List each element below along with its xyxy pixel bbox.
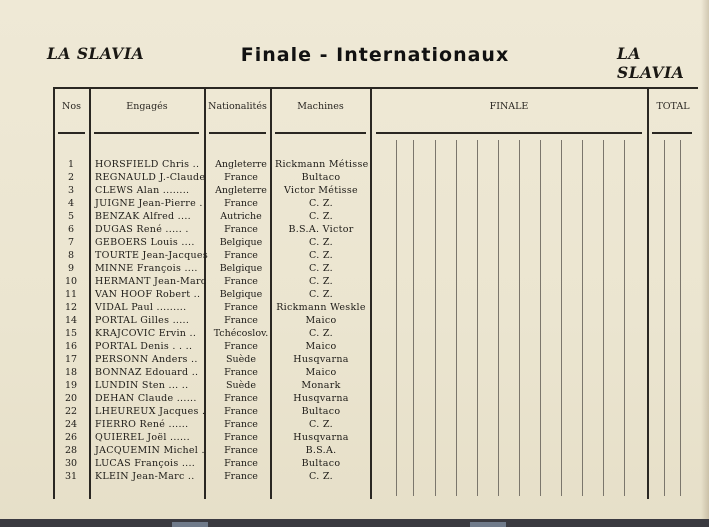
rider-number: 26 [64, 432, 78, 443]
rider-number: 11 [64, 289, 78, 300]
rider-number: 6 [67, 224, 75, 235]
header-number: Nos [62, 101, 81, 112]
rider-number: 9 [67, 263, 75, 274]
rider-machine: Maico [305, 315, 337, 326]
col-rule-engages [89, 87, 91, 499]
col-rule-finale [370, 87, 372, 499]
rider-machine: C. Z. [309, 276, 333, 287]
rider-name: LUNDIN Sten ... .. [95, 380, 189, 391]
underline-machines [275, 132, 366, 134]
rider-machine: C. Z. [309, 328, 333, 339]
rider-nationality: Belgique [219, 237, 263, 248]
rider-nationality: Suède [226, 354, 256, 365]
rider-name: BONNAZ Edouard .. [95, 367, 199, 378]
rider-number: 16 [64, 341, 78, 352]
rider-number: 22 [64, 406, 78, 417]
rider-number: 15 [64, 328, 78, 339]
rider-number: 3 [67, 185, 75, 196]
finale-lap-rule [624, 140, 625, 496]
header-entrants: Engagés [126, 101, 168, 112]
rider-nationality: Angleterre [215, 185, 267, 196]
rider-name: PORTAL Gilles ..... [95, 315, 190, 326]
finale-lap-rule [456, 140, 457, 496]
left-brand: LA SLAVIA [47, 44, 145, 63]
finale-lap-rule [498, 140, 499, 496]
rider-name: CLEWS Alan ........ [95, 185, 190, 196]
finale-lap-rule [561, 140, 562, 496]
rider-name: JUIGNE Jean-Pierre . [95, 198, 203, 209]
rider-name: DEHAN Claude ...... [95, 393, 197, 404]
finale-lap-rule [582, 140, 583, 496]
rider-name: REGNAULD J.-Claude [95, 172, 206, 183]
rider-nationality: France [224, 224, 258, 235]
rider-name: PERSONN Anders .. [95, 354, 198, 365]
rider-name: JACQUEMIN Michel . [95, 445, 205, 456]
col-rule-left [53, 87, 55, 499]
rider-nationality: Autriche [220, 211, 262, 222]
rider-nationality: France [224, 302, 258, 313]
rider-nationality: France [224, 458, 258, 469]
rider-number: 30 [64, 458, 78, 469]
rider-machine: C. Z. [309, 289, 333, 300]
rider-machine: C. Z. [309, 419, 333, 430]
rider-nationality: Belgique [219, 263, 263, 274]
rider-name: HORSFIELD Chris .. [95, 159, 200, 170]
header-nationality: Nationalités [208, 101, 267, 112]
rider-nationality: France [224, 341, 258, 352]
rider-nationality: France [224, 367, 258, 378]
right-brand: LA SLAVIA [617, 44, 685, 82]
rider-machine: C. Z. [309, 198, 333, 209]
rider-nationality: France [224, 432, 258, 443]
rider-number: 2 [67, 172, 75, 183]
rider-number: 20 [64, 393, 78, 404]
rider-machine: Bultaco [301, 406, 341, 417]
rider-machine: Husqvarna [293, 393, 349, 404]
rider-machine: Bultaco [301, 458, 341, 469]
col-rule-total [647, 87, 649, 499]
rider-machine: Victor Métisse [284, 185, 358, 196]
rider-number: 31 [64, 471, 78, 482]
rider-nationality: France [224, 172, 258, 183]
rider-machine: Rickmann Weskle [276, 302, 366, 313]
rider-machine: B.S.A. [305, 445, 337, 456]
rider-nationality: Belgique [219, 289, 263, 300]
finale-lap-rule [603, 140, 604, 496]
finale-lap-rule [396, 140, 397, 496]
finale-lap-rule [519, 140, 520, 496]
total-rule [680, 140, 681, 496]
rider-machine: Rickmann Métisse [275, 159, 369, 170]
rider-number: 19 [64, 380, 78, 391]
rider-machine: C. Z. [309, 237, 333, 248]
rider-machine: C. Z. [309, 263, 333, 274]
rider-machine: Husqvarna [293, 432, 349, 443]
rider-name: PORTAL Denis . . .. [95, 341, 193, 352]
rider-nationality: France [224, 198, 258, 209]
rider-number: 12 [64, 302, 78, 313]
rider-machine: B.S.A. Victor [288, 224, 354, 235]
rider-name: GEBOERS Louis .... [95, 237, 195, 248]
rider-number: 28 [64, 445, 78, 456]
rider-nationality: France [224, 315, 258, 326]
rider-number: 8 [67, 250, 75, 261]
page-title: Finale - Internationaux [240, 44, 510, 66]
rider-number: 18 [64, 367, 78, 378]
rider-nationality: France [224, 419, 258, 430]
finale-lap-rule [435, 140, 436, 496]
underline-total [652, 132, 692, 134]
rider-nationality: Tchécoslov. [213, 328, 269, 339]
rider-nationality: Suède [226, 380, 256, 391]
rider-number: 10 [64, 276, 78, 287]
finale-lap-rule [477, 140, 478, 496]
rider-name: TOURTE Jean-Jacques [95, 250, 209, 261]
rider-number: 7 [67, 237, 75, 248]
underline-nat [209, 132, 266, 134]
rider-nationality: Angleterre [215, 159, 267, 170]
rider-name: FIERRO René ...... [95, 419, 189, 430]
rider-number: 24 [64, 419, 78, 430]
header-machines: Machines [297, 101, 344, 112]
rider-name: VIDAL Paul ......... [95, 302, 187, 313]
rider-nationality: France [224, 276, 258, 287]
rider-machine: Bultaco [301, 172, 341, 183]
rider-name: DUGAS René ..... . [95, 224, 189, 235]
finale-lap-rule [413, 140, 414, 496]
rider-machine: Maico [305, 367, 337, 378]
underline-number [58, 132, 85, 134]
rider-name: QUIEREL Joël ...... [95, 432, 190, 443]
rider-nationality: France [224, 471, 258, 482]
rider-machine: Maico [305, 341, 337, 352]
underline-finale [376, 132, 642, 134]
header-total: TOTAL [656, 101, 690, 112]
rider-name: KLEIN Jean-Marc .. [95, 471, 195, 482]
rider-nationality: France [224, 406, 258, 417]
rider-machine: C. Z. [309, 250, 333, 261]
rider-machine: C. Z. [309, 211, 333, 222]
header-finale: FINALE [489, 101, 529, 112]
rider-number: 14 [64, 315, 78, 326]
rider-name: LUCAS François .... [95, 458, 196, 469]
table-top-rule [53, 87, 698, 89]
rider-nationality: France [224, 445, 258, 456]
binding-tab [470, 522, 506, 527]
rider-number: 17 [64, 354, 78, 365]
binding-strip [0, 519, 709, 527]
binding-tab [172, 522, 208, 527]
rider-number: 4 [67, 198, 75, 209]
rider-machine: Husqvarna [293, 354, 349, 365]
rider-nationality: France [224, 250, 258, 261]
rider-number: 1 [67, 159, 75, 170]
underline-entrants [94, 132, 199, 134]
finale-lap-rule [540, 140, 541, 496]
total-rule [664, 140, 665, 496]
rider-name: VAN HOOF Robert .. [95, 289, 201, 300]
rider-name: KRAJCOVIC Ervin .. [95, 328, 197, 339]
rider-name: LHEUREUX Jacques . [95, 406, 206, 417]
rider-nationality: France [224, 393, 258, 404]
rider-name: BENZAK Alfred .... [95, 211, 191, 222]
rider-name: MINNE François .... [95, 263, 198, 274]
rider-machine: C. Z. [309, 471, 333, 482]
rider-name: HERMANT Jean-Marc [95, 276, 207, 287]
rider-number: 5 [67, 211, 75, 222]
rider-machine: Monark [301, 380, 341, 391]
